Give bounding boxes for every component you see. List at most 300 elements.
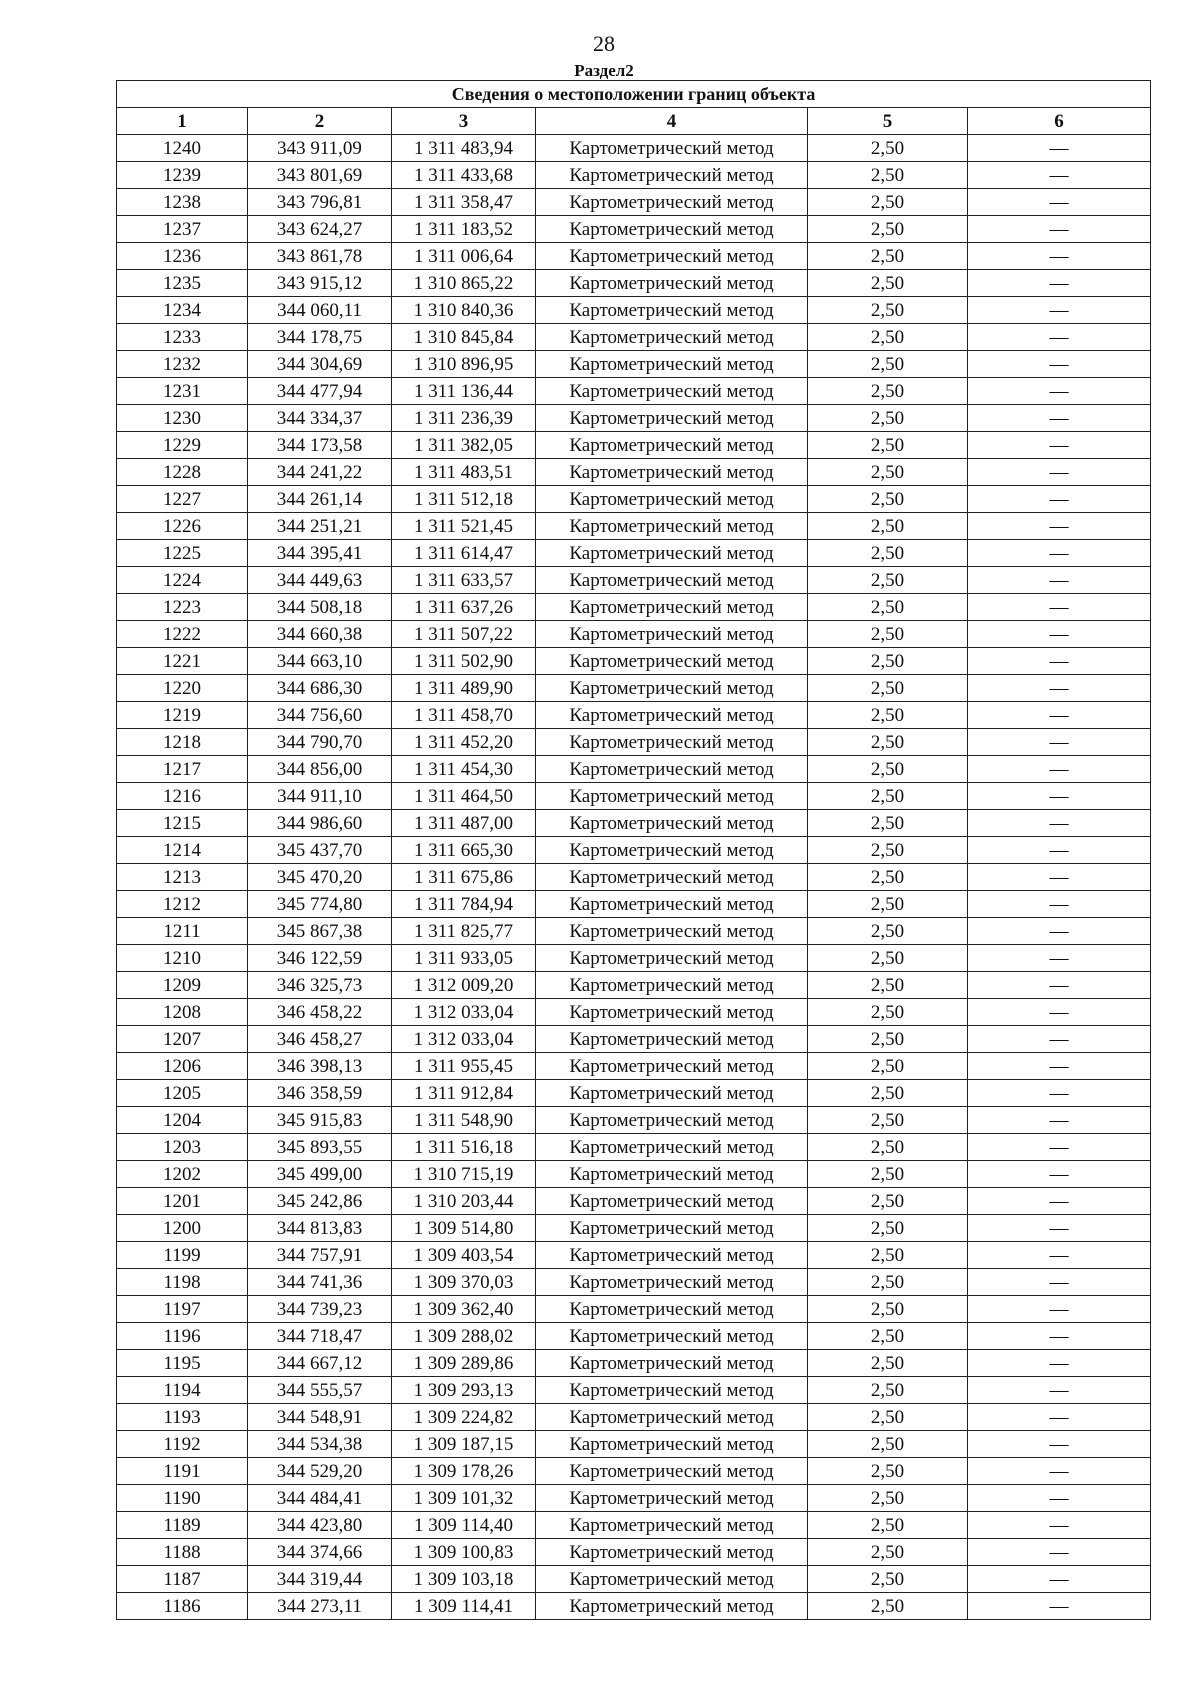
x-coordinate-cell: 344 667,12 [248, 1350, 392, 1377]
y-coordinate-cell: 1 312 033,04 [392, 1026, 536, 1053]
y-coordinate-cell: 1 312 009,20 [392, 972, 536, 999]
method-cell: Картометрический метод [536, 1512, 808, 1539]
x-coordinate-cell: 344 273,11 [248, 1593, 392, 1620]
accuracy-cell: 2,50 [808, 1269, 968, 1296]
method-cell: Картометрический метод [536, 891, 808, 918]
x-coordinate-cell: 344 555,57 [248, 1377, 392, 1404]
description-cell: — [968, 459, 1151, 486]
point-number-cell: 1188 [117, 1539, 248, 1566]
x-coordinate-cell: 344 060,11 [248, 297, 392, 324]
description-cell: — [968, 972, 1151, 999]
table-row [117, 405, 1151, 432]
point-number-cell: 1191 [117, 1458, 248, 1485]
x-coordinate-cell: 346 358,59 [248, 1080, 392, 1107]
method-cell: Картометрический метод [536, 918, 808, 945]
point-number-cell: 1231 [117, 378, 248, 405]
method-cell: Картометрический метод [536, 243, 808, 270]
point-number-cell: 1218 [117, 729, 248, 756]
method-cell: Картометрический метод [536, 135, 808, 162]
x-coordinate-cell: 344 660,38 [248, 621, 392, 648]
description-cell: — [968, 918, 1151, 945]
y-coordinate-cell: 1 310 896,95 [392, 351, 536, 378]
method-cell: Картометрический метод [536, 1296, 808, 1323]
point-number-cell: 1240 [117, 135, 248, 162]
x-coordinate-cell: 344 304,69 [248, 351, 392, 378]
x-coordinate-cell: 346 398,13 [248, 1053, 392, 1080]
point-number-cell: 1216 [117, 783, 248, 810]
description-cell: — [968, 1026, 1151, 1053]
method-cell: Картометрический метод [536, 783, 808, 810]
y-coordinate-cell: 1 311 516,18 [392, 1134, 536, 1161]
method-cell: Картометрический метод [536, 648, 808, 675]
table-row [117, 1053, 1151, 1080]
y-coordinate-cell: 1 309 101,32 [392, 1485, 536, 1512]
accuracy-cell: 2,50 [808, 756, 968, 783]
x-coordinate-cell: 345 893,55 [248, 1134, 392, 1161]
x-coordinate-cell: 344 757,91 [248, 1242, 392, 1269]
x-coordinate-cell: 344 548,91 [248, 1404, 392, 1431]
table-row [117, 945, 1151, 972]
y-coordinate-cell: 1 311 236,39 [392, 405, 536, 432]
y-coordinate-cell: 1 311 665,30 [392, 837, 536, 864]
y-coordinate-cell: 1 309 293,13 [392, 1377, 536, 1404]
point-number-cell: 1189 [117, 1512, 248, 1539]
point-number-cell: 1220 [117, 675, 248, 702]
y-coordinate-cell: 1 309 362,40 [392, 1296, 536, 1323]
accuracy-cell: 2,50 [808, 1323, 968, 1350]
accuracy-cell: 2,50 [808, 648, 968, 675]
x-coordinate-cell: 344 813,83 [248, 1215, 392, 1242]
method-cell: Картометрический метод [536, 1431, 808, 1458]
point-number-cell: 1230 [117, 405, 248, 432]
table-row [117, 1485, 1151, 1512]
y-coordinate-cell: 1 311 614,47 [392, 540, 536, 567]
accuracy-cell: 2,50 [808, 1485, 968, 1512]
method-cell: Картометрический метод [536, 1539, 808, 1566]
description-cell: — [968, 1566, 1151, 1593]
x-coordinate-cell: 345 499,00 [248, 1161, 392, 1188]
description-cell: — [968, 756, 1151, 783]
table-row [117, 1134, 1151, 1161]
table-row [117, 540, 1151, 567]
table-row [117, 1458, 1151, 1485]
x-coordinate-cell: 346 458,22 [248, 999, 392, 1026]
description-cell: — [968, 648, 1151, 675]
y-coordinate-cell: 1 311 633,57 [392, 567, 536, 594]
description-cell: — [968, 1377, 1151, 1404]
table-body [117, 135, 1151, 1620]
description-cell: — [968, 162, 1151, 189]
description-cell: — [968, 1512, 1151, 1539]
point-number-cell: 1228 [117, 459, 248, 486]
table-row [117, 243, 1151, 270]
x-coordinate-cell: 344 739,23 [248, 1296, 392, 1323]
accuracy-cell: 2,50 [808, 675, 968, 702]
description-cell: — [968, 1053, 1151, 1080]
x-coordinate-cell: 344 686,30 [248, 675, 392, 702]
y-coordinate-cell: 1 311 433,68 [392, 162, 536, 189]
accuracy-cell: 2,50 [808, 486, 968, 513]
table-row [117, 756, 1151, 783]
table-row [117, 594, 1151, 621]
y-coordinate-cell: 1 311 933,05 [392, 945, 536, 972]
accuracy-cell: 2,50 [808, 243, 968, 270]
table-caption: Сведения о местоположении границ объекта [117, 81, 1151, 108]
method-cell: Картометрический метод [536, 837, 808, 864]
table-row [117, 1512, 1151, 1539]
point-number-cell: 1239 [117, 162, 248, 189]
table-row [117, 621, 1151, 648]
table-row [117, 162, 1151, 189]
x-coordinate-cell: 344 508,18 [248, 594, 392, 621]
method-cell: Картометрический метод [536, 1215, 808, 1242]
table-row [117, 1377, 1151, 1404]
y-coordinate-cell: 1 310 715,19 [392, 1161, 536, 1188]
x-coordinate-cell: 343 801,69 [248, 162, 392, 189]
description-cell: — [968, 1593, 1151, 1620]
y-coordinate-cell: 1 309 114,40 [392, 1512, 536, 1539]
accuracy-cell: 2,50 [808, 297, 968, 324]
description-cell: — [968, 864, 1151, 891]
description-cell: — [968, 486, 1151, 513]
column-header: 4 [536, 108, 808, 135]
point-number-cell: 1214 [117, 837, 248, 864]
method-cell: Картометрический метод [536, 1053, 808, 1080]
point-number-cell: 1212 [117, 891, 248, 918]
point-number-cell: 1225 [117, 540, 248, 567]
point-number-cell: 1232 [117, 351, 248, 378]
point-number-cell: 1235 [117, 270, 248, 297]
point-number-cell: 1209 [117, 972, 248, 999]
point-number-cell: 1238 [117, 189, 248, 216]
table-row [117, 135, 1151, 162]
point-number-cell: 1193 [117, 1404, 248, 1431]
accuracy-cell: 2,50 [808, 1296, 968, 1323]
table-row [117, 891, 1151, 918]
point-number-cell: 1194 [117, 1377, 248, 1404]
table-row [117, 1188, 1151, 1215]
description-cell: — [968, 405, 1151, 432]
description-cell: — [968, 1323, 1151, 1350]
method-cell: Картометрический метод [536, 999, 808, 1026]
table-row [117, 1269, 1151, 1296]
description-cell: — [968, 945, 1151, 972]
x-coordinate-cell: 344 241,22 [248, 459, 392, 486]
table-row [117, 270, 1151, 297]
description-cell: — [968, 513, 1151, 540]
x-coordinate-cell: 343 915,12 [248, 270, 392, 297]
x-coordinate-cell: 344 477,94 [248, 378, 392, 405]
y-coordinate-cell: 1 309 114,41 [392, 1593, 536, 1620]
table-row [117, 1404, 1151, 1431]
accuracy-cell: 2,50 [808, 1053, 968, 1080]
column-header: 1 [117, 108, 248, 135]
y-coordinate-cell: 1 311 483,51 [392, 459, 536, 486]
table-row [117, 729, 1151, 756]
method-cell: Картометрический метод [536, 810, 808, 837]
method-cell: Картометрический метод [536, 378, 808, 405]
point-number-cell: 1211 [117, 918, 248, 945]
accuracy-cell: 2,50 [808, 1215, 968, 1242]
accuracy-cell: 2,50 [808, 945, 968, 972]
method-cell: Картометрический метод [536, 702, 808, 729]
accuracy-cell: 2,50 [808, 324, 968, 351]
description-cell: — [968, 1080, 1151, 1107]
y-coordinate-cell: 1 311 548,90 [392, 1107, 536, 1134]
accuracy-cell: 2,50 [808, 459, 968, 486]
description-cell: — [968, 1242, 1151, 1269]
description-cell: — [968, 1269, 1151, 1296]
accuracy-cell: 2,50 [808, 702, 968, 729]
y-coordinate-cell: 1 311 183,52 [392, 216, 536, 243]
accuracy-cell: 2,50 [808, 1188, 968, 1215]
point-number-cell: 1224 [117, 567, 248, 594]
description-cell: — [968, 378, 1151, 405]
y-coordinate-cell: 1 309 103,18 [392, 1566, 536, 1593]
method-cell: Картометрический метод [536, 864, 808, 891]
table-row [117, 567, 1151, 594]
point-number-cell: 1222 [117, 621, 248, 648]
description-cell: — [968, 324, 1151, 351]
column-header-row [117, 108, 1151, 135]
point-number-cell: 1196 [117, 1323, 248, 1350]
description-cell: — [968, 1350, 1151, 1377]
description-cell: — [968, 594, 1151, 621]
method-cell: Картометрический метод [536, 1026, 808, 1053]
method-cell: Картометрический метод [536, 1485, 808, 1512]
method-cell: Картометрический метод [536, 486, 808, 513]
x-coordinate-cell: 344 173,58 [248, 432, 392, 459]
point-number-cell: 1215 [117, 810, 248, 837]
accuracy-cell: 2,50 [808, 1107, 968, 1134]
method-cell: Картометрический метод [536, 729, 808, 756]
table-row [117, 1026, 1151, 1053]
description-cell: — [968, 702, 1151, 729]
accuracy-cell: 2,50 [808, 837, 968, 864]
y-coordinate-cell: 1 311 675,86 [392, 864, 536, 891]
y-coordinate-cell: 1 309 100,83 [392, 1539, 536, 1566]
description-cell: — [968, 135, 1151, 162]
table-row [117, 216, 1151, 243]
table-row [117, 1107, 1151, 1134]
point-number-cell: 1187 [117, 1566, 248, 1593]
method-cell: Картометрический метод [536, 1188, 808, 1215]
table-row [117, 702, 1151, 729]
accuracy-cell: 2,50 [808, 270, 968, 297]
table-row [117, 1080, 1151, 1107]
table-row [117, 810, 1151, 837]
description-cell: — [968, 1431, 1151, 1458]
description-cell: — [968, 1458, 1151, 1485]
accuracy-cell: 2,50 [808, 594, 968, 621]
method-cell: Картометрический метод [536, 162, 808, 189]
y-coordinate-cell: 1 309 403,54 [392, 1242, 536, 1269]
x-coordinate-cell: 344 756,60 [248, 702, 392, 729]
boundary-coordinates-table [116, 80, 1151, 1620]
description-cell: — [968, 1215, 1151, 1242]
accuracy-cell: 2,50 [808, 1431, 968, 1458]
x-coordinate-cell: 344 718,47 [248, 1323, 392, 1350]
x-coordinate-cell: 344 374,66 [248, 1539, 392, 1566]
point-number-cell: 1207 [117, 1026, 248, 1053]
table-row [117, 513, 1151, 540]
accuracy-cell: 2,50 [808, 1566, 968, 1593]
accuracy-cell: 2,50 [808, 1080, 968, 1107]
table-row [117, 1431, 1151, 1458]
point-number-cell: 1197 [117, 1296, 248, 1323]
table-row [117, 783, 1151, 810]
accuracy-cell: 2,50 [808, 1134, 968, 1161]
column-header: 5 [808, 108, 968, 135]
x-coordinate-cell: 343 796,81 [248, 189, 392, 216]
description-cell: — [968, 837, 1151, 864]
page-number: 28 [593, 31, 615, 56]
description-cell: — [968, 621, 1151, 648]
table-row [117, 459, 1151, 486]
accuracy-cell: 2,50 [808, 1512, 968, 1539]
accuracy-cell: 2,50 [808, 1350, 968, 1377]
point-number-cell: 1200 [117, 1215, 248, 1242]
method-cell: Картометрический метод [536, 540, 808, 567]
table-row [117, 432, 1151, 459]
point-number-cell: 1199 [117, 1242, 248, 1269]
table-row [117, 351, 1151, 378]
x-coordinate-cell: 343 911,09 [248, 135, 392, 162]
method-cell: Картометрический метод [536, 432, 808, 459]
y-coordinate-cell: 1 311 464,50 [392, 783, 536, 810]
method-cell: Картометрический метод [536, 1242, 808, 1269]
accuracy-cell: 2,50 [808, 918, 968, 945]
y-coordinate-cell: 1 311 382,05 [392, 432, 536, 459]
point-number-cell: 1210 [117, 945, 248, 972]
x-coordinate-cell: 344 484,41 [248, 1485, 392, 1512]
y-coordinate-cell: 1 311 637,26 [392, 594, 536, 621]
y-coordinate-cell: 1 309 514,80 [392, 1215, 536, 1242]
point-number-cell: 1226 [117, 513, 248, 540]
point-number-cell: 1227 [117, 486, 248, 513]
point-number-cell: 1198 [117, 1269, 248, 1296]
method-cell: Картометрический метод [536, 1404, 808, 1431]
y-coordinate-cell: 1 311 489,90 [392, 675, 536, 702]
table-row [117, 918, 1151, 945]
y-coordinate-cell: 1 311 458,70 [392, 702, 536, 729]
description-cell: — [968, 1485, 1151, 1512]
y-coordinate-cell: 1 311 358,47 [392, 189, 536, 216]
column-header: 6 [968, 108, 1151, 135]
x-coordinate-cell: 346 122,59 [248, 945, 392, 972]
description-cell: — [968, 243, 1151, 270]
table-row [117, 324, 1151, 351]
point-number-cell: 1203 [117, 1134, 248, 1161]
accuracy-cell: 2,50 [808, 216, 968, 243]
table-row [117, 1242, 1151, 1269]
x-coordinate-cell: 346 458,27 [248, 1026, 392, 1053]
description-cell: — [968, 351, 1151, 378]
method-cell: Картометрический метод [536, 1269, 808, 1296]
accuracy-cell: 2,50 [808, 621, 968, 648]
accuracy-cell: 2,50 [808, 972, 968, 999]
accuracy-cell: 2,50 [808, 1458, 968, 1485]
x-coordinate-cell: 344 790,70 [248, 729, 392, 756]
accuracy-cell: 2,50 [808, 999, 968, 1026]
method-cell: Картометрический метод [536, 1593, 808, 1620]
method-cell: Картометрический метод [536, 189, 808, 216]
x-coordinate-cell: 344 534,38 [248, 1431, 392, 1458]
point-number-cell: 1208 [117, 999, 248, 1026]
x-coordinate-cell: 344 856,00 [248, 756, 392, 783]
x-coordinate-cell: 344 395,41 [248, 540, 392, 567]
point-number-cell: 1202 [117, 1161, 248, 1188]
accuracy-cell: 2,50 [808, 567, 968, 594]
x-coordinate-cell: 344 529,20 [248, 1458, 392, 1485]
column-header: 2 [248, 108, 392, 135]
description-cell: — [968, 675, 1151, 702]
accuracy-cell: 2,50 [808, 405, 968, 432]
accuracy-cell: 2,50 [808, 1404, 968, 1431]
accuracy-cell: 2,50 [808, 1242, 968, 1269]
method-cell: Картометрический метод [536, 621, 808, 648]
table-row [117, 1161, 1151, 1188]
x-coordinate-cell: 344 178,75 [248, 324, 392, 351]
table-row [117, 972, 1151, 999]
accuracy-cell: 2,50 [808, 432, 968, 459]
point-number-cell: 1204 [117, 1107, 248, 1134]
description-cell: — [968, 1107, 1151, 1134]
x-coordinate-cell: 345 915,83 [248, 1107, 392, 1134]
y-coordinate-cell: 1 311 454,30 [392, 756, 536, 783]
y-coordinate-cell: 1 312 033,04 [392, 999, 536, 1026]
table-row [117, 486, 1151, 513]
accuracy-cell: 2,50 [808, 513, 968, 540]
method-cell: Картометрический метод [536, 1458, 808, 1485]
x-coordinate-cell: 344 449,63 [248, 567, 392, 594]
accuracy-cell: 2,50 [808, 1593, 968, 1620]
method-cell: Картометрический метод [536, 972, 808, 999]
method-cell: Картометрический метод [536, 1566, 808, 1593]
table-row [117, 1593, 1151, 1620]
method-cell: Картометрический метод [536, 1134, 808, 1161]
description-cell: — [968, 567, 1151, 594]
x-coordinate-cell: 344 741,36 [248, 1269, 392, 1296]
y-coordinate-cell: 1 309 187,15 [392, 1431, 536, 1458]
y-coordinate-cell: 1 311 512,18 [392, 486, 536, 513]
y-coordinate-cell: 1 311 521,45 [392, 513, 536, 540]
y-coordinate-cell: 1 309 289,86 [392, 1350, 536, 1377]
y-coordinate-cell: 1 311 502,90 [392, 648, 536, 675]
x-coordinate-cell: 343 624,27 [248, 216, 392, 243]
description-cell: — [968, 297, 1151, 324]
point-number-cell: 1221 [117, 648, 248, 675]
x-coordinate-cell: 345 437,70 [248, 837, 392, 864]
description-cell: — [968, 1539, 1151, 1566]
description-cell: — [968, 189, 1151, 216]
method-cell: Картометрический метод [536, 513, 808, 540]
y-coordinate-cell: 1 311 452,20 [392, 729, 536, 756]
accuracy-cell: 2,50 [808, 729, 968, 756]
point-number-cell: 1213 [117, 864, 248, 891]
table-caption-row [117, 81, 1151, 108]
y-coordinate-cell: 1 309 370,03 [392, 1269, 536, 1296]
method-cell: Картометрический метод [536, 351, 808, 378]
method-cell: Картометрический метод [536, 1107, 808, 1134]
point-number-cell: 1234 [117, 297, 248, 324]
method-cell: Картометрический метод [536, 567, 808, 594]
description-cell: — [968, 216, 1151, 243]
x-coordinate-cell: 345 242,86 [248, 1188, 392, 1215]
x-coordinate-cell: 346 325,73 [248, 972, 392, 999]
method-cell: Картометрический метод [536, 297, 808, 324]
accuracy-cell: 2,50 [808, 378, 968, 405]
